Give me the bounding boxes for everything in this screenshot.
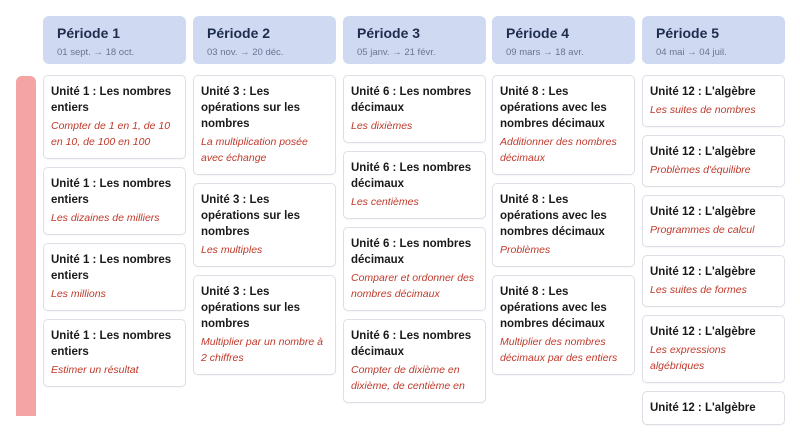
period-column-1: [43, 16, 186, 395]
lesson-topic: Multiplier des nombres décimaux par des entiers: [500, 336, 618, 364]
lesson-unit-title: Unité 1 : Les nombres entiers: [51, 254, 172, 282]
lesson-card[interactable]: [343, 151, 486, 219]
period-column-3: [343, 16, 486, 411]
period-header[interactable]: [642, 16, 785, 64]
lesson-unit-title: Unité 12 : L'algèbre: [650, 402, 756, 414]
lesson-card[interactable]: [343, 227, 486, 311]
lesson-card[interactable]: [642, 315, 785, 383]
period-title: Période 4: [506, 25, 570, 41]
lesson-card[interactable]: [193, 75, 336, 175]
lesson-topic: Compter de dixième en dixième, de centième en: [351, 364, 465, 392]
lesson-unit-title: Unité 12 : L'algèbre: [650, 326, 756, 338]
lesson-unit-title: Unité 1 : Les nombres entiers: [51, 178, 172, 206]
period-column-2: [193, 16, 336, 383]
lesson-topic: Compter de 1 en 1, de 10 en 10, de 100 en 100: [51, 120, 171, 148]
lesson-card[interactable]: [492, 183, 635, 267]
lesson-card-list: [642, 75, 785, 425]
period-title: Période 5: [656, 25, 720, 41]
lesson-topic: Les dizaines de milliers: [51, 212, 160, 224]
lesson-topic: Problèmes: [500, 244, 551, 256]
lesson-topic: Les suites de nombres: [650, 104, 756, 116]
lesson-card[interactable]: [642, 75, 785, 127]
lesson-card-list: [492, 75, 635, 375]
lesson-card[interactable]: [642, 195, 785, 247]
lesson-unit-title: Unité 1 : Les nombres entiers: [51, 86, 172, 114]
period-column-4: [492, 16, 635, 383]
lesson-topic: Les centièmes: [351, 196, 419, 208]
lesson-topic: Les millions: [51, 288, 106, 300]
lesson-topic: La multiplication posée avec échange: [201, 136, 308, 164]
lesson-card[interactable]: [43, 243, 186, 311]
period-title: Période 2: [207, 25, 271, 41]
lesson-unit-title: Unité 8 : Les opérations avec les nombres décimaux: [500, 86, 607, 130]
lesson-unit-title: Unité 3 : Les opérations sur les nombres: [201, 286, 301, 330]
lesson-card-list: [343, 75, 486, 403]
lesson-card[interactable]: [43, 75, 186, 159]
lesson-topic: Multiplier par un nombre à 2 chiffres: [201, 336, 323, 364]
period-title: Période 3: [357, 25, 421, 41]
lesson-topic: Les multiples: [201, 244, 263, 256]
lesson-topic: Problèmes d'équilibre: [650, 164, 751, 176]
lesson-card[interactable]: [343, 319, 486, 403]
lesson-unit-title: Unité 12 : L'algèbre: [650, 86, 756, 98]
lesson-topic: Les dixièmes: [351, 120, 413, 132]
lesson-unit-title: Unité 8 : Les opérations avec les nombres décimaux: [500, 286, 607, 330]
lesson-unit-title: Unité 12 : L'algèbre: [650, 266, 756, 278]
period-dates: 03 nov. → 20 déc.: [207, 47, 284, 58]
period-column-5: [642, 16, 785, 433]
lesson-card[interactable]: [43, 319, 186, 387]
lesson-card[interactable]: [43, 167, 186, 235]
lesson-topic: Additionner des nombres décimaux: [500, 136, 617, 164]
lesson-topic: Les suites de formes: [650, 284, 747, 296]
lesson-card[interactable]: [642, 255, 785, 307]
period-header[interactable]: [193, 16, 336, 64]
lesson-unit-title: Unité 3 : Les opérations sur les nombres: [201, 86, 301, 130]
lesson-card-list: [43, 75, 186, 387]
lesson-card[interactable]: [492, 75, 635, 175]
period-dates: 04 mai → 04 juil.: [656, 47, 727, 58]
lesson-card[interactable]: [193, 183, 336, 267]
period-header[interactable]: [343, 16, 486, 64]
lesson-unit-title: Unité 6 : Les nombres décimaux: [351, 330, 472, 358]
lesson-unit-title: Unité 6 : Les nombres décimaux: [351, 238, 472, 266]
lesson-topic: Comparer et ordonner des nombres décimaux: [351, 272, 475, 300]
lesson-card[interactable]: [642, 391, 785, 425]
period-dates: 01 sept. → 18 oct.: [57, 47, 135, 58]
lesson-unit-title: Unité 1 : Les nombres entiers: [51, 330, 172, 358]
row-indicator-bar: [16, 76, 36, 416]
lesson-topic: Les expressions algébriques: [650, 344, 726, 372]
period-dates: 09 mars → 18 avr.: [506, 47, 584, 58]
lesson-topic: Programmes de calcul: [650, 224, 755, 236]
lesson-topic: Estimer un résultat: [51, 364, 139, 376]
lesson-unit-title: Unité 6 : Les nombres décimaux: [351, 162, 472, 190]
lesson-card[interactable]: [642, 135, 785, 187]
period-header[interactable]: [43, 16, 186, 64]
lesson-unit-title: Unité 6 : Les nombres décimaux: [351, 86, 472, 114]
lesson-unit-title: Unité 3 : Les opérations sur les nombres: [201, 194, 301, 238]
lesson-unit-title: Unité 12 : L'algèbre: [650, 206, 756, 218]
lesson-card[interactable]: [343, 75, 486, 143]
period-header[interactable]: [492, 16, 635, 64]
lesson-card[interactable]: [193, 275, 336, 375]
period-dates: 05 janv. → 21 févr.: [357, 47, 436, 58]
lesson-card[interactable]: [492, 275, 635, 375]
period-title: Période 1: [57, 25, 121, 41]
lesson-unit-title: Unité 8 : Les opérations avec les nombres décimaux: [500, 194, 607, 238]
lesson-card-list: [193, 75, 336, 375]
lesson-unit-title: Unité 12 : L'algèbre: [650, 146, 756, 158]
